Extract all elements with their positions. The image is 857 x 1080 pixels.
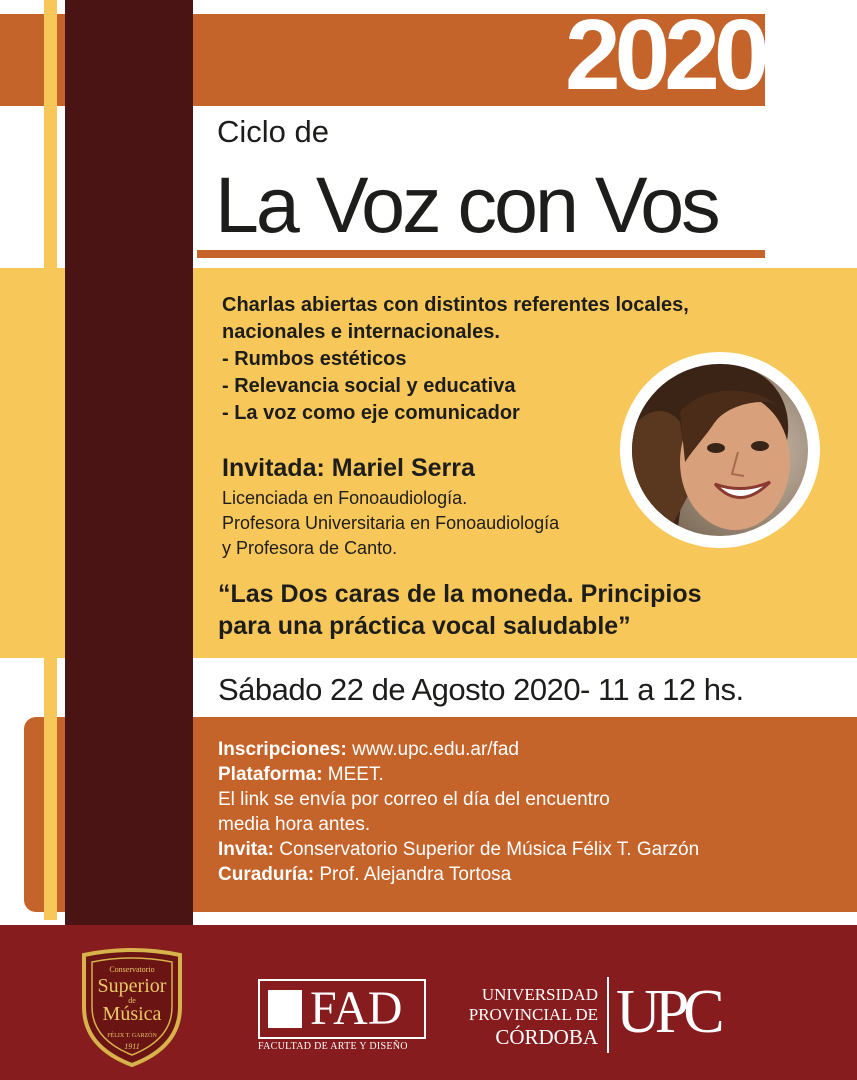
page-title: La Voz con Vos — [215, 160, 718, 249]
credential-line: Licenciada en Fonoaudiología. — [222, 488, 468, 508]
link-note: El link se envía por correo el día del encuentro — [218, 789, 610, 810]
topic-item: - La voz como eje comunicador — [222, 402, 520, 424]
left-yellow-stripe — [44, 0, 57, 920]
credential-line: Profesora Universitaria en Fonoaudiología — [222, 513, 560, 533]
conservatorio-name: FÉLIX T. GARZÓN — [107, 1033, 157, 1039]
intro-line: nacionales e internacionales. — [222, 321, 500, 343]
upc-name-line: UNIVERSIDAD — [481, 985, 598, 1004]
intro-line: Charlas abiertas con distintos referentes locales, — [222, 294, 689, 316]
conservatorio-line1: Superior — [97, 975, 167, 997]
topic-item: - Relevancia social y educativa — [222, 375, 516, 397]
fad-logo — [258, 979, 426, 1039]
curator-value: Prof. Alejandra Tortosa — [314, 864, 512, 885]
conservatorio-top: Conservatorio — [109, 965, 155, 974]
host-label: Invita: — [218, 839, 274, 860]
guest-portrait — [620, 352, 820, 548]
upc-name — [462, 985, 598, 1049]
platform-row — [218, 762, 699, 787]
talk-title-line: “Las Dos caras de la moneda. Principios — [218, 580, 702, 608]
guest-credentials — [222, 486, 559, 561]
platform-label: Plataforma: — [218, 764, 323, 785]
conservatorio-logo — [80, 947, 184, 1067]
curator-row — [218, 862, 699, 887]
guest-name: Mariel Serra — [331, 454, 475, 482]
conservatorio-year: 1911 — [124, 1042, 140, 1051]
event-date: Sábado 22 de Agosto 2020- 11 a 12 hs. — [218, 672, 744, 707]
topic-item: - Rumbos estéticos — [222, 348, 407, 370]
upc-name-line: CÓRDOBA — [495, 1025, 598, 1049]
link-note: media hora antes. — [218, 814, 371, 835]
event-info — [218, 737, 699, 887]
registration-link[interactable]: www.upc.edu.ar/fad — [346, 739, 519, 760]
guest-heading — [222, 453, 475, 483]
credential-line: y Profesora de Canto. — [222, 538, 398, 558]
talk-title-line: para una práctica vocal saludable” — [218, 612, 631, 640]
curator-label: Curaduría: — [218, 864, 315, 885]
series-label: Ciclo de — [217, 114, 329, 149]
intro-text — [222, 292, 689, 427]
conservatorio-de: de — [128, 996, 136, 1005]
upc-logo: UPC — [616, 978, 719, 1046]
fad-caption: FACULTAD DE ARTE Y DISEÑO — [258, 1041, 408, 1052]
upc-divider — [607, 977, 609, 1053]
footer — [0, 925, 857, 1080]
host-value: Conservatorio Superior de Música Félix T. Garzón — [273, 839, 700, 860]
registration-row — [218, 737, 699, 762]
platform-value: MEET. — [322, 764, 384, 785]
talk-title — [218, 578, 702, 642]
registration-label: Inscripciones: — [218, 739, 347, 760]
upc-name-line: PROVINCIAL DE — [468, 1005, 598, 1024]
title-underline — [197, 250, 765, 258]
portrait-photo — [620, 352, 820, 548]
fad-square-icon — [268, 990, 302, 1028]
year-heading: 2020 — [565, 0, 764, 111]
guest-label: Invitada: — [222, 454, 325, 482]
conservatorio-line2: Música — [102, 1003, 162, 1025]
left-maroon-column — [65, 0, 193, 925]
host-row — [218, 837, 699, 862]
fad-logo-text: FAD — [310, 982, 403, 1035]
